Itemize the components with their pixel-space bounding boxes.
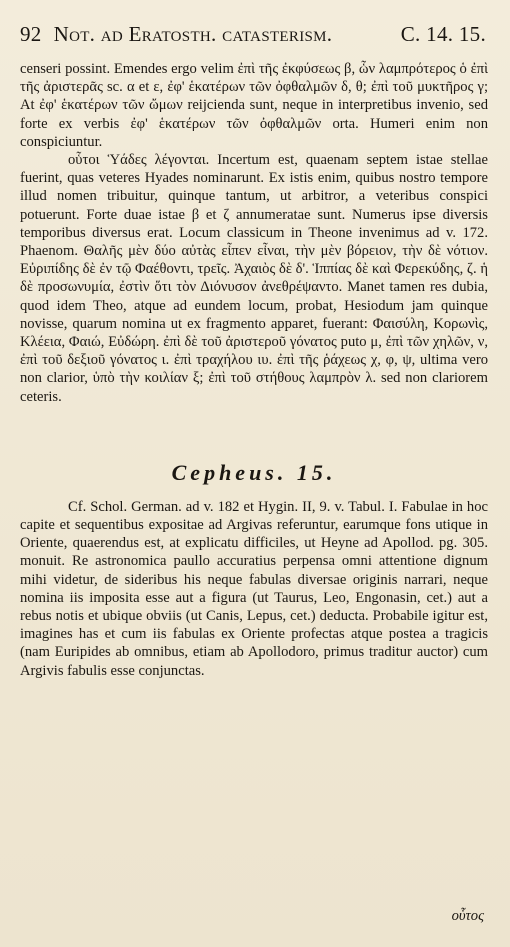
paragraph-hyades: οὗτοι Ὑάδες λέγονται. Incertum est, quaenam septem istae stellae fuerint, quas veteres Hyades nominarunt. Ex istis enim, quibus nostro tempore illud nomen tribuitur, quinque tantum, ut arbitror, a veteribus conspici potuerunt. Forte duae istae β et ζ annumeratae sunt. Numerus ipse diversis temporibus diversus erat. Locum classicum in Theone invenimus ad v. 172. Phaenom. Θαλῆς μὲν δύο αὐτὰς εἶπεν εἶναι, τὴν μὲν βόρειον, τὴν δὲ νότιον. Εὐριπίδης δὲ ἐν τῷ Φαέθοντι, τρεῖς. Ἀχαιὸς δὲ δ'. Ἱππίας δὲ καὶ Φερεκύδης, ζ. ἡ δὲ προσωνυμία, ἐστὶν ὅτι τὸν Διόνυσον ἀνεθρέψαντο. Manet tamen res dubia, quod idem Theo, atque ad eundem locum, probat, Hesiodum jam quinque novisse, quarum nomina ut ex fragmento apparet, fuerant: Φαισύλη, Κορωνὶς, Κλέεια, Φαιώ, Εὐδώρη. ἐπὶ δὲ τοῦ ἀριστεροῦ γόνατος puto μ, ἐπὶ τῶν χηλῶν, ν, ἐπὶ τοῦ δεξιοῦ γόνατος ι. ἐπὶ τραχήλου ιυ. ἐπὶ τῆς ῥάχεως χ, φ, ψ, ultima vero non clarior, ὑπὸ τὴν κοιλίαν ξ; ἐπὶ τοῦ στήθους λαμπρὸν λ. sed non clariorem ceteris. — [20, 152, 488, 405]
chapter-reference: C. 14. 15. — [400, 22, 486, 46]
running-title: Not. ad Eratosth. catasterism. — [53, 22, 333, 46]
section-heading-cepheus: Cepheus. 15. — [171, 459, 337, 485]
section-one-text — [20, 60, 488, 406]
paragraph-cepheus: Cf. Schol. German. ad v. 182 et Hygin. II, 9. v. Tabul. I. Fabulae in hoc capite et sequentibus expositae ad Argivas referuntur, earumque fons utique in Oriente, quaerendus est, at explicatu difficiles, ut Heyne ad Apollod. pg. 305. monuit. Re astronomica paullo accuratius perpensa omni attentione dignum mihi videtur, de sideribus his neque fabulas diversae originis narrari, neque nomina iis imposita esse aut a figura (ut Taurus, Leo, Engonasin, cet.) aut a rebus notis et ubique obviis (ut Canis, Lepus, cet.) deducta. Probabile igitur est, imagines has et cum iis fabulas ex Oriente profectas atque postea a tragicis (nam Euripides ab omnibus, etiam ab Apollodoro, primus traditur auctor) cum Argivis fabulis esse conjunctas. — [20, 498, 488, 679]
catchword: οὗτος — [451, 908, 484, 924]
running-header — [20, 22, 488, 56]
section-two-text — [20, 498, 488, 680]
page-number: 92 — [20, 22, 42, 46]
paragraph-continuation: censeri possint. Emendes ergo velim ἐπὶ τῆς ἐκφύσεως β, ὧν λαμπρότερος ὁ ἐπὶ τῆς ἀριστερᾶς sc. α et ε, ἐφ' ἑκατέρων τῶν ὀφθαλμῶν δ, θ; ἐπὶ τοῦ μυκτῆρος γ; At ἐφ' ἑκατέρων τῶν ὤμων reijcienda sunt, neque in interpretibus invenio, sed forte ex verbis ἐφ' ἑκατέρων τῶν ὀφθαλμῶν orta. Humeri enim non conspiciuntur. — [20, 61, 488, 150]
